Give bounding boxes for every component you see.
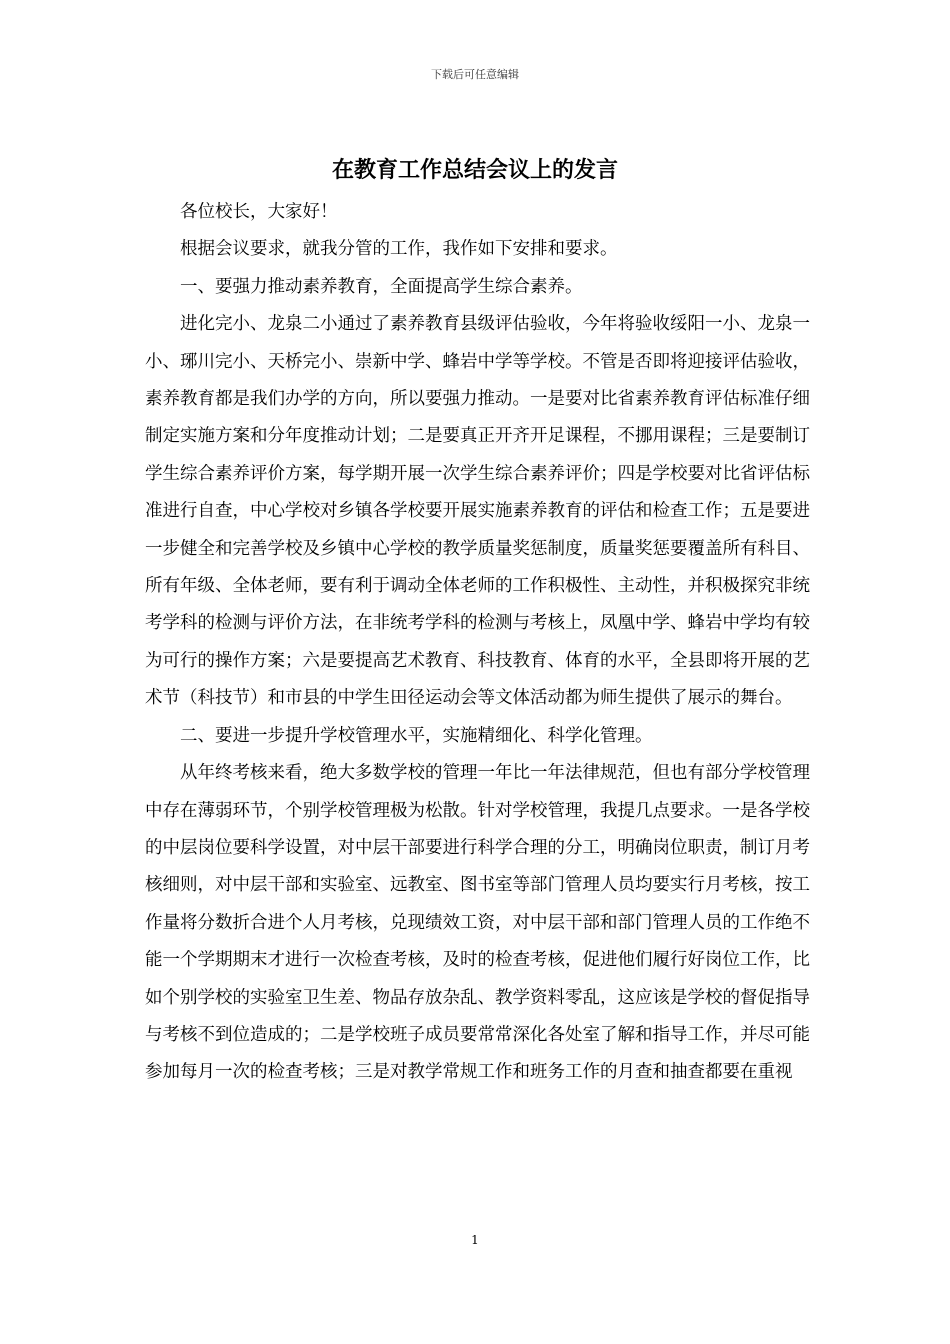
document-title: 在教育工作总结会议上的发言 <box>331 157 618 183</box>
section-heading-1: 一、要强力推动素养教育，全面提高学生综合素养。 <box>180 276 583 297</box>
header-note: 下载后可任意编辑 <box>431 68 519 81</box>
paragraph-section-1: 进化完小、龙泉二小通过了素养教育县级评估验收，今年将验收绥阳一小、龙泉一小、琊川完小、天桥完小、崇新中学、蜂岩中学等学校。不管是否即将迎接评估验收，素养教育都是我们办学的方向，所以要强力推动。一是要对比省素养教育评估标准仔细制定实施方案和分年度推动计划；二是要真正开齐开足课程，不挪用课程；三是要制订学生综合素养评价方案，每学期开展一次学生综合素养评价；四是学校要对比省评估标准进行自查，中心学校对乡镇各学校要开展实施素养教育的评估和检查工作；五是要进一步健全和完善学校及乡镇中心学校的教学质量奖惩制度，质量奖惩要覆盖所有科目、所有年级、全体老师，要有利于调动全体老师的工作积极性、主动性，并积极探究非统考学科的检测与评价方法，在非统考学科的检测与考核上，凤凰中学、蜂岩中学均有较为可行的操作方案；六是要提高艺术教育、科技教育、体育的水平，全县即将开展的艺术节（科技节）和市县的中学生田径运动会等文体活动都为师生提供了展示的舞台。 <box>145 314 810 709</box>
paragraph-intro: 根据会议要求，就我分管的工作，我作如下安排和要求。 <box>180 239 618 260</box>
paragraph-section-2: 从年终考核来看，绝大多数学校的管理一年比一年法律规范，但也有部分学校管理中存在薄弱环节，个别学校管理极为松散。针对学校管理，我提几点要求。一是各学校的中层岗位要科学设置，对中层干部要进行科学合理的分工，明确岗位职责，制订月考核细则，对中层干部和实验室、远教室、图书室等部门管理人员均要实行月考核，按工作量将分数折合进个人月考核，兑现绩效工资，对中层干部和部门管理人员的工作绝不能一个学期期末才进行一次检查考核，及时的检查考核，促进他们履行好岗位工作，比如个别学校的实验室卫生差、物品存放杂乱、教学资料零乱，这应该是学校的督促指导与考核不到位造成的；二是学校班子成员要常常深化各处室了解和指导工作，并尽可能参加每月一次的检查考核；三是对教学常规工作和班务工作的月查和抽查都要在重视 <box>145 763 810 1083</box>
document-body <box>145 194 810 1092</box>
section-heading-2: 二、要进一步提升学校管理水平，实施精细化、科学化管理。 <box>180 725 653 746</box>
page-number: 1 <box>471 1233 479 1247</box>
paragraph-greeting: 各位校长，大家好！ <box>180 202 338 222</box>
